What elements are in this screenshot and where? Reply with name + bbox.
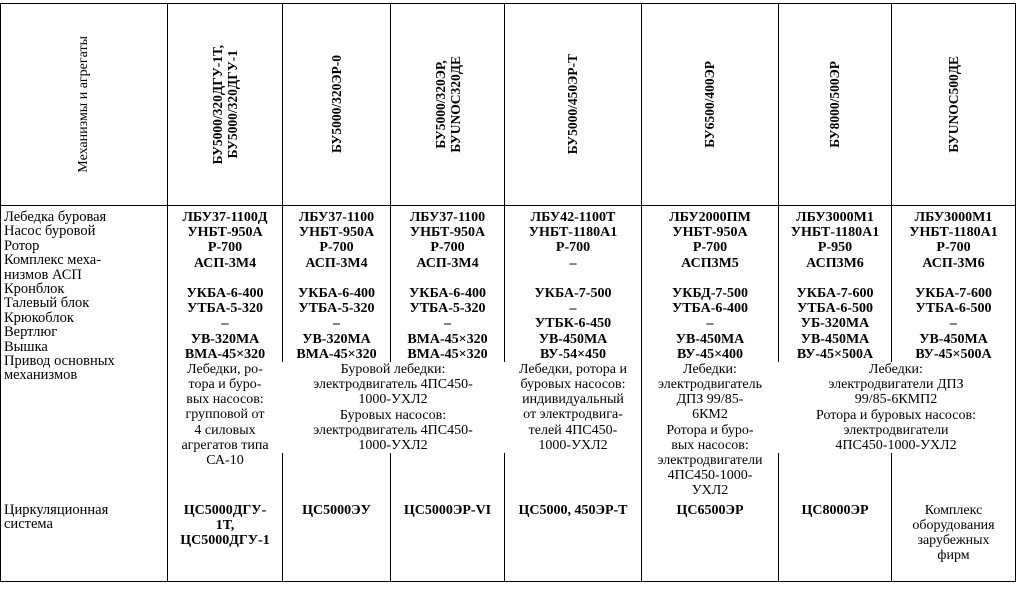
circ-col-5: [642, 499, 779, 582]
cell-value: УВ-450МА: [800, 331, 870, 347]
cell-value: УНБТ-950А: [672, 225, 748, 241]
drive-text: групповой от: [185, 407, 265, 423]
drive-text: 4ПС450-1000-: [667, 468, 753, 484]
cell-value: УКБА-7-600: [915, 285, 992, 301]
drive-text: Ротора и буро-: [666, 422, 754, 438]
row-name: Лебедка буровая: [4, 209, 107, 225]
col-header-3: [391, 4, 505, 206]
cell-value: ЛБУ37-1100Д: [182, 210, 268, 225]
drive-text: 4 силовых: [194, 422, 256, 438]
cell-value: УВ-320МА: [190, 331, 260, 347]
col-header-4-text: БУ5000/450ЭР-Т: [565, 54, 580, 155]
cell-value: [168, 271, 282, 286]
header-row: [1, 4, 1016, 206]
col-header-1-line-1: БУ5000/320ДГУ-1Т,: [210, 44, 225, 165]
drive-text: Буровых насосов:: [339, 407, 447, 423]
cell-value: Р-700: [555, 240, 591, 256]
row-name: Талевый блок: [4, 295, 90, 312]
col-header-3-line-1: БУ5000/320ЭР,: [432, 60, 448, 149]
drive-text: Лебедки:: [683, 361, 737, 377]
col-7-values: [892, 206, 1016, 499]
drive-text: электродвигатель 4ПС450-: [313, 422, 473, 438]
drive-text: вых насосов:: [671, 437, 749, 453]
cell-value: ЛБУ37-1100: [298, 210, 375, 225]
row-name: Ротор: [4, 237, 40, 254]
drive-merged-6-7: [777, 362, 1015, 453]
row-name: Насос буровой: [4, 223, 96, 240]
col-4-values: [505, 206, 642, 499]
cell-value: –: [444, 316, 451, 332]
cell-value: Р-700: [430, 240, 465, 256]
cell-value: АСП-3М4: [305, 255, 368, 271]
cell-value: ВМА-45×320: [407, 331, 488, 347]
cell-value: ЛБУ3000М1: [796, 210, 874, 225]
drive-text: Лебедки:: [869, 362, 923, 377]
cell-value: [505, 271, 641, 286]
col-5-values: [642, 206, 779, 499]
cell-value: оборудования: [912, 517, 995, 533]
circulation-row: [1, 499, 1016, 582]
equipment-table: [0, 3, 1016, 582]
cell-value: УТБА-5-320: [409, 301, 486, 317]
row-name: Вышка: [4, 338, 48, 355]
cell-value: ВМА-45×320: [184, 346, 266, 362]
cell-value: УНБТ-1180А1: [790, 225, 880, 241]
cell-value: –: [950, 316, 957, 332]
drive-text: электродвигатели ДПЗ: [828, 377, 964, 393]
drive-text: от электродвига-: [523, 407, 623, 423]
corner-header-cell: [1, 4, 168, 206]
cell-value: ЦС5000ЭУ: [302, 502, 371, 518]
circ-name-cell: [1, 499, 168, 582]
drive-text: вых насосов:: [186, 392, 264, 408]
cell-value: УКБА-7-600: [796, 285, 874, 301]
cell-value: АСП-3М4: [193, 255, 257, 271]
cell-value: УНБТ-1180А1: [909, 225, 998, 241]
drive-text: 4ПС450-1000-УХЛ2: [835, 437, 957, 453]
main-row: [1, 206, 1016, 499]
drive-text: 1000-УХЛ2: [538, 437, 608, 453]
cell-value: Комплекс: [924, 502, 983, 518]
drive-text: УХЛ2: [691, 483, 729, 499]
cell-value: –: [569, 255, 577, 271]
circ-col-4: [505, 499, 642, 582]
cell-value: УТБА-6-400: [671, 301, 749, 317]
col-header-3-line-2: БУUNOC320ДЕ: [447, 56, 463, 153]
cell-value: –: [569, 301, 577, 317]
cell-value: УКБА-7-500: [534, 285, 612, 301]
drive-merged-2-3: [281, 362, 505, 453]
cell-value: [642, 271, 778, 286]
col-header-1-line-2: БУ5000/320ДГУ-1: [225, 50, 240, 159]
cell-value: АСП-3М4: [416, 255, 479, 271]
drive-text: тора и буро-: [188, 377, 262, 393]
cell-value: УКБД-7-500: [671, 285, 749, 301]
circ-col-7: [892, 499, 1016, 582]
col-header-7-text: БУUNOC500ДЕ: [945, 56, 961, 153]
row-names-cell: [1, 206, 168, 499]
cell-value: УКБА-6-400: [186, 285, 264, 301]
cell-value: УНБТ-950А: [187, 225, 263, 241]
col-header-2: [283, 4, 391, 206]
cell-value: [779, 271, 891, 286]
cell-value: УТБА-6-500: [796, 301, 874, 317]
cell-value: УНБТ-950А: [409, 225, 486, 241]
circ-col-6: [779, 499, 892, 582]
cell-value: Р-950: [817, 240, 853, 256]
cell-value: Р-700: [207, 240, 243, 256]
row-name: низмов АСП: [4, 266, 82, 283]
cell-value: АСП3М5: [681, 255, 739, 271]
cell-value: ВМА-45×320: [407, 346, 488, 362]
drive-text: телей 4ПС450-: [528, 422, 618, 438]
cell-value: ЛБУ37-1100: [409, 210, 486, 225]
col-header-6-text: БУ8000/500ЭР: [827, 61, 842, 148]
col-header-2-text: БУ5000/320ЭР-0: [328, 55, 344, 154]
drive-text: Ротора и буровых насосов:: [816, 407, 976, 423]
row-name: Кронблок: [4, 280, 65, 297]
drive-text: 1000-УХЛ2: [358, 392, 428, 408]
circ-col-3: [391, 499, 505, 582]
drive-text: 6КМ2: [692, 407, 728, 423]
cell-value: –: [706, 316, 714, 332]
cell-value: зарубежных: [917, 532, 990, 548]
cell-value: УВ-320МА: [302, 331, 371, 347]
cell-value: ЦС8000ЭР: [801, 502, 869, 518]
cell-value: УВ-450МА: [919, 331, 988, 347]
cell-value: [391, 271, 504, 286]
cell-value: ВУ-45×400: [676, 346, 744, 362]
cell-value: Р-700: [692, 240, 728, 256]
drive-text: электродвигатель 4ПС450-: [313, 377, 473, 393]
drive-text: 99/85-6КМП2: [854, 392, 938, 408]
cell-value: Р-700: [319, 240, 354, 256]
cell-value: УТБА-5-320: [298, 301, 375, 317]
cell-value: УКБА-6-400: [409, 285, 486, 301]
drive-text: СА-10: [206, 453, 244, 468]
row-name: Привод основных: [4, 352, 115, 369]
cell-value: ЛБУ3000М1: [914, 210, 993, 225]
drive-text: 1000-УХЛ2: [358, 437, 428, 453]
col-1-values: [168, 206, 283, 499]
corner-header: Механизмы и агрегаты: [76, 36, 91, 173]
row-name: система: [4, 515, 53, 532]
row-name: Циркуляционная: [4, 501, 109, 518]
row-name: механизмов: [4, 367, 78, 384]
cell-value: АСП3М6: [806, 255, 864, 271]
cell-value: ЛБУ42-1100Т: [530, 210, 616, 225]
cell-value: УВ-450МА: [675, 331, 745, 347]
cell-value: УТБК-6-450: [534, 316, 612, 332]
row-name: Комплекс меха-: [4, 252, 102, 269]
drive-text: электродвигатель: [658, 377, 762, 393]
cell-value: ВУ-54×450: [539, 346, 607, 362]
cell-value: УТБА-5-320: [186, 301, 264, 317]
cell-value: ЦС5000ДГУ-: [183, 502, 267, 518]
cell-value: УНБТ-950А: [298, 225, 375, 241]
cell-value: –: [333, 316, 340, 332]
cell-value: ЦС6500ЭР: [676, 502, 744, 518]
drive-text: ДПЗ 99/85-: [676, 392, 744, 408]
drive-text: индивидуальный: [522, 392, 624, 408]
col-header-1: [168, 4, 283, 206]
col-2-values: [283, 206, 473, 499]
cell-value: ЛБУ2000ПМ: [669, 210, 751, 225]
circ-col-1: [168, 499, 283, 582]
cell-value: УКБА-6-400: [298, 285, 375, 301]
cell-value: ЦС5000ДГУ-1: [180, 532, 270, 548]
drive-text: буровых насосов:: [520, 377, 626, 393]
col-header-7: [892, 4, 1016, 206]
drive-text: Лебедки, ро-: [187, 361, 263, 377]
col-header-6: [779, 4, 892, 206]
cell-value: [283, 271, 390, 286]
cell-value: [892, 271, 1015, 286]
row-name: Вертлюг: [4, 324, 58, 341]
col-3-values: [391, 206, 505, 499]
cell-value: УБ-320МА: [800, 316, 870, 332]
row-name: Крюкоблок: [4, 309, 74, 326]
cell-value: ВМА-45×320: [296, 346, 377, 362]
cell-value: ВУ-45×500А: [915, 346, 992, 362]
cell-value: ЦС5000ЭР-VI: [403, 502, 492, 518]
cell-value: 1Т,: [215, 517, 235, 533]
cell-value: –: [221, 316, 229, 332]
cell-value: ЦС5000, 450ЭР-Т: [518, 502, 628, 518]
col-header-5: [642, 4, 779, 206]
cell-value: УВ-450МА: [538, 331, 608, 347]
drive-text: электродвигатели: [843, 422, 949, 438]
drive-text: Лебедки, ротора и: [519, 361, 627, 377]
col-header-5-text: БУ6500/400ЭР: [702, 61, 717, 148]
cell-value: АСП-3М6: [922, 255, 985, 271]
cell-value: Р-700: [936, 240, 971, 256]
cell-value: ВУ-45×500А: [796, 346, 874, 362]
cell-value: УНБТ-1180А1: [528, 225, 618, 241]
circ-col-2: [283, 499, 391, 582]
cell-value: фирм: [937, 548, 970, 564]
col-header-4: [505, 4, 642, 206]
drive-text: электродвигатели: [657, 453, 763, 468]
drive-text: Буровой лебедки:: [340, 362, 446, 377]
cell-value: УТБА-6-500: [915, 301, 992, 317]
drive-text: агрегатов типа: [181, 437, 269, 453]
